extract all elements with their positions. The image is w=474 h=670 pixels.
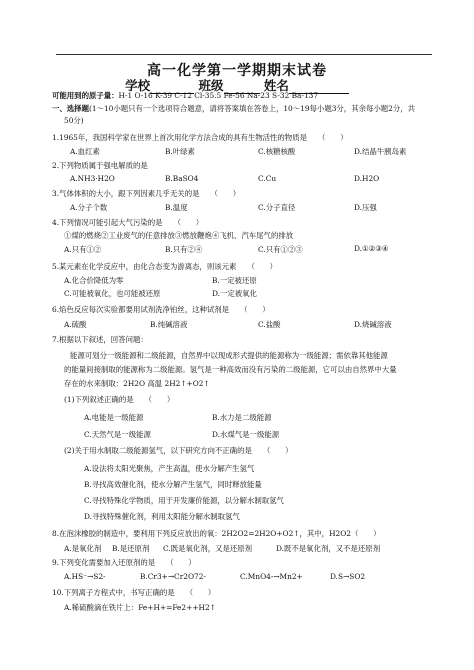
q5-opt-b: B.一定被还原	[212, 276, 257, 285]
q7-stem: 7.根据以下叙述，回答问题：	[52, 335, 148, 344]
q6-opt-b: B.纯碱溶液	[150, 320, 188, 329]
q2-stem: 2.下列物质属于强电解质的是	[52, 161, 148, 170]
q7-para2: 的能量间接制取的能源称为二级能源。氢气是一种高效而没有污染的二级能源，它可以由自然界中大量	[64, 365, 397, 374]
atomic-masses-values: H-1 O-16 K-39 C-12 Cl-35.5 Fe-56 Na-23 S-32 Ba-137	[118, 91, 319, 100]
name-label: 姓名	[263, 78, 289, 93]
q4-opt-a: A.只有①②	[64, 245, 102, 254]
q7-sub1-opt-b: B.水力是二级能源	[212, 413, 272, 422]
section1-instr2: 50分)	[64, 116, 84, 125]
q4-opt-d: D.①②③④	[354, 244, 389, 253]
q8-opt-c: C.既是氧化剂，又是还原剂	[163, 544, 253, 553]
q10-opt-a: A.稀硫酸滴在铁片上：Fe+H+=Fe2++H2↑	[64, 603, 216, 612]
q5-opt-d: D.一定被氧化	[212, 289, 257, 298]
school-label: 学校	[125, 78, 151, 93]
q8-opt-a: A.是氧化剂	[64, 544, 102, 553]
q8-stem: 8.在泡沫橡胶的制造中，要利用下列反应放出的氧：2H2O2=2H2O+O2↑，其中，H2O2（ ）	[52, 529, 381, 538]
q10-stem: 10.下列离子方程式中，书写正确的是 （ ）	[52, 588, 216, 597]
section1-instructions	[52, 104, 415, 113]
q2-opt-c: C.Cu	[258, 174, 277, 183]
atomic-masses	[52, 91, 318, 100]
q1-opt-a: A.血红素	[70, 147, 100, 156]
q1-opt-d: D.结晶牛胰岛素	[354, 147, 407, 156]
q7-sub1-opt-d: D.水煤气是一级能源	[212, 430, 280, 439]
q8-opt-b: B.是还原剂	[112, 544, 150, 553]
q6-stem: 6.焰色反应每次实验都要用试剂洗净铂丝，这种试剂是 （ ）	[52, 305, 270, 314]
q4-items: ①煤的燃烧②工业废气的任意排放③燃放鞭炮④飞机、汽车尾气的排放	[64, 231, 294, 240]
q9-opt-b: B.Cr3+→Cr2O72-	[140, 572, 206, 581]
q7-sub2-opt-b: B.寻找高效催化剂，使水分解产生氢气，同时释放能量	[84, 480, 262, 489]
q5-opt-c: C.可能被氧化，也可能被还原	[64, 289, 161, 298]
q9-opt-c: C.MnO4-→Mn2+	[240, 572, 303, 581]
q2-opt-a: A.NH3·H2O	[70, 174, 115, 183]
q4-stem: 4.下列情况可能引起大气污染的是 （ ）	[52, 218, 204, 227]
q7-sub2-stem: (2)关于用水制取二级能源氢气，以下研究方向不正确的是 （ ）	[64, 446, 293, 455]
q2-opt-d: D.H2O	[354, 174, 380, 183]
q7-sub1-opt-a: A.电能是一级能源	[84, 413, 144, 422]
q7-sub2-opt-a: A.设法将太阳光聚焦，产生高温，使水分解产生氢气	[84, 464, 255, 473]
q6-opt-d: D.烧碱溶液	[354, 320, 392, 329]
q3-opt-c: C.分子直径	[258, 203, 296, 212]
q3-opt-a: A.分子个数	[70, 203, 108, 212]
q7-para3: 存在的水来制取：2H2O 高温 2H2↑+O2↑	[64, 379, 210, 388]
q5-stem: 5.某元素在化学反应中，由化合态变为游离态，则该元素 （ ）	[52, 262, 278, 271]
q7-sub1-stem: (1)下列叙述正确的是 （ ）	[64, 395, 175, 404]
q5-opt-a: A.化合价降低为零	[64, 276, 124, 285]
q4-opt-c: C.只有①②③	[258, 245, 303, 254]
q1-opt-c: C.核糖核酸	[258, 147, 296, 156]
q1-stem: 1.1965年，我国科学家在世界上首次用化学方法合成的具有生物活性的物质是 （ ）	[52, 133, 348, 142]
q7-sub2-opt-c: C.寻找特殊化学物质，用于开发廉价能源，以分解水制取氢气	[84, 496, 284, 505]
q6-opt-a: A.硫酸	[64, 320, 87, 329]
q4-opt-b: B.只有②④	[165, 245, 203, 254]
q9-opt-d: D.S→SO2	[330, 572, 366, 581]
q3-opt-d: D.压强	[354, 203, 377, 212]
exam-title: 高一化学第一学期期末试卷	[147, 63, 327, 79]
atomic-masses-label: 可能用到的原子量：	[52, 91, 119, 100]
q9-stem: 9.下列变化需要加入还原剂的是 （ ）	[52, 558, 196, 567]
q3-opt-b: B.温度	[165, 203, 188, 212]
q3-stem: 3.气体体积的大小，跟下列因素几乎无关的是 （ ）	[52, 189, 241, 198]
q7-sub2-opt-d: D.寻找特殊催化剂，利用太阳能分解水制取氢气	[84, 512, 240, 521]
q2-opt-b: B.BaSO4	[165, 174, 199, 183]
q7-para1: 能源可划分一级能源和二级能源，自然界中以现成形式提供的能源称为一级能源；需依靠其他能源	[70, 351, 388, 360]
section1-heading: 一、选择题	[52, 104, 89, 113]
q7-sub1-opt-c: C.天然气是一级能源	[84, 430, 151, 439]
q1-opt-b: B.叶绿素	[165, 147, 195, 156]
q9-opt-a: A.HS⁻→S2-	[64, 572, 106, 581]
section1-instr1: (1～10小题只有一个选项符合题意，请将答案填在答卷上，10～19每小题3分，其余每小题2分，共	[88, 104, 416, 113]
class-label: 班级	[198, 78, 224, 93]
header-rule	[56, 54, 432, 55]
q6-opt-c: C.盐酸	[258, 320, 281, 329]
q8-opt-d: D.既不是氧化剂，又不是还原剂	[276, 544, 381, 553]
